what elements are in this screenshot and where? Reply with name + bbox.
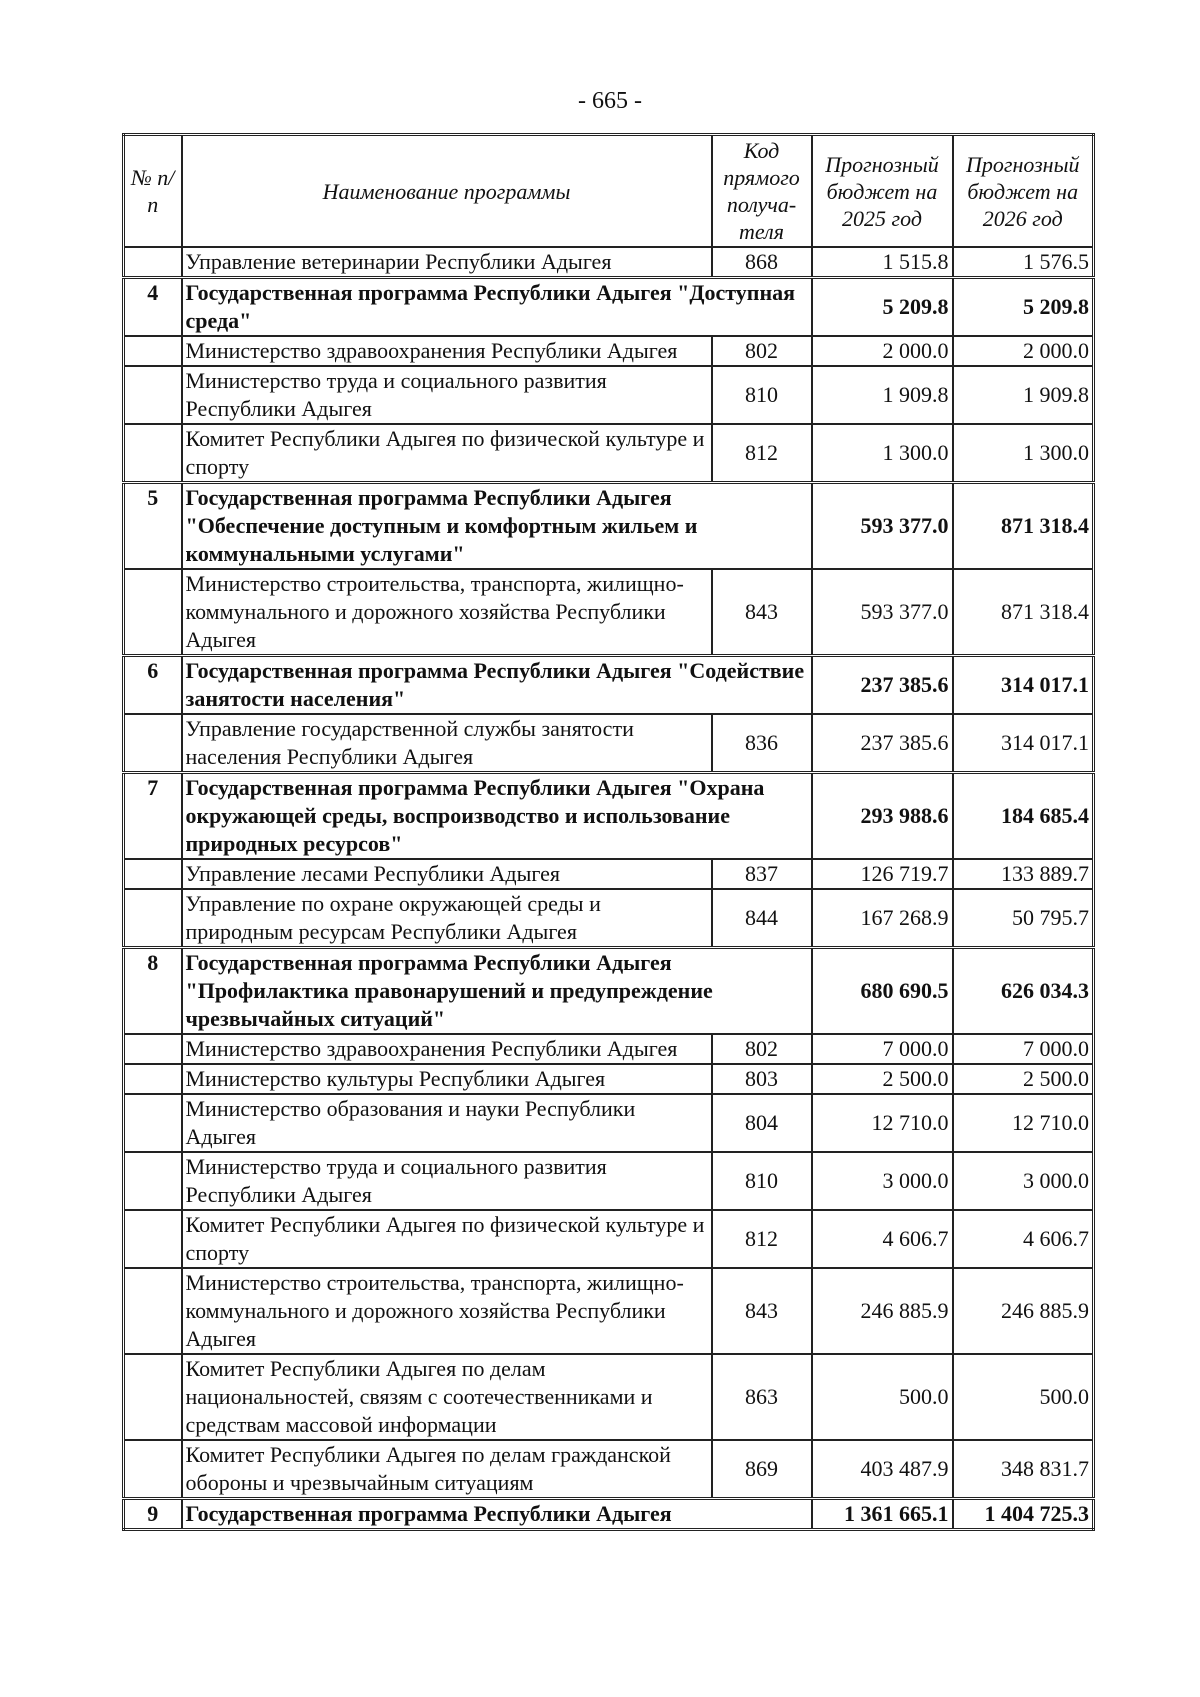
table-row bbox=[124, 859, 1094, 889]
recipient-name: Министерство образования и науки Республики Адыгея bbox=[182, 1094, 712, 1152]
budget-2026-value: 1 909.8 bbox=[953, 366, 1094, 424]
recipient-name: Управление лесами Республики Адыгея bbox=[182, 859, 712, 889]
budget-2025-value: 593 377.0 bbox=[812, 483, 953, 570]
header-budget-2025: Прогнозный бюджет на 2025 год bbox=[812, 135, 953, 248]
table-row bbox=[124, 1034, 1094, 1064]
recipient-code: 810 bbox=[712, 1152, 812, 1210]
recipient-code: 802 bbox=[712, 1034, 812, 1064]
row-number bbox=[124, 247, 182, 278]
row-number bbox=[124, 366, 182, 424]
program-row bbox=[124, 773, 1094, 860]
table-header-row bbox=[124, 135, 1094, 248]
recipient-name: Министерство строительства, транспорта, жилищно-коммунального и дорожного хозяйства Республики Адыгея bbox=[182, 569, 712, 656]
program-name: Государственная программа Республики Адыгея "Доступная среда" bbox=[182, 278, 812, 337]
table-row bbox=[124, 714, 1094, 773]
budget-2026-value: 2 500.0 bbox=[953, 1064, 1094, 1094]
recipient-name: Комитет Республики Адыгея по делам национальностей, связям с соотечественниками и средствам массовой информации bbox=[182, 1354, 712, 1440]
table-row bbox=[124, 1268, 1094, 1354]
budget-2026-value: 314 017.1 bbox=[953, 656, 1094, 715]
recipient-code: 844 bbox=[712, 889, 812, 948]
recipient-name: Управление по охране окружающей среды и природным ресурсам Республики Адыгея bbox=[182, 889, 712, 948]
budget-2025-value: 2 500.0 bbox=[812, 1064, 953, 1094]
budget-2025-value: 126 719.7 bbox=[812, 859, 953, 889]
row-number: 8 bbox=[124, 948, 182, 1035]
table-row bbox=[124, 889, 1094, 948]
table-row bbox=[124, 366, 1094, 424]
table-row bbox=[124, 1210, 1094, 1268]
budget-2026-value: 7 000.0 bbox=[953, 1034, 1094, 1064]
budget-2025-value: 246 885.9 bbox=[812, 1268, 953, 1354]
budget-2026-value: 246 885.9 bbox=[953, 1268, 1094, 1354]
budget-2026-value: 5 209.8 bbox=[953, 278, 1094, 337]
recipient-code: 868 bbox=[712, 247, 812, 278]
header-name: Наименование программы bbox=[182, 135, 712, 248]
recipient-name: Управление государственной службы занятости населения Республики Адыгея bbox=[182, 714, 712, 773]
header-code: Код прямого получа-теля bbox=[712, 135, 812, 248]
program-name: Государственная программа Республики Адыгея "Содействие занятости населения" bbox=[182, 656, 812, 715]
page-number: - 665 - bbox=[578, 88, 642, 114]
program-row bbox=[124, 1499, 1094, 1530]
program-name: Государственная программа Республики Адыгея "Охрана окружающей среды, воспроизводство и использование природных ресурсов" bbox=[182, 773, 812, 860]
budget-2026-value: 1 576.5 bbox=[953, 247, 1094, 278]
row-number bbox=[124, 889, 182, 948]
row-number bbox=[124, 1354, 182, 1440]
table-row bbox=[124, 1440, 1094, 1499]
budget-table bbox=[122, 133, 1095, 1531]
budget-2026-value: 871 318.4 bbox=[953, 569, 1094, 656]
recipient-name: Комитет Республики Адыгея по физической культуре и спорту bbox=[182, 424, 712, 483]
program-row bbox=[124, 656, 1094, 715]
budget-2026-value: 1 300.0 bbox=[953, 424, 1094, 483]
row-number: 6 bbox=[124, 656, 182, 715]
program-name: Государственная программа Республики Адыгея bbox=[182, 1499, 812, 1530]
program-name: Государственная программа Республики Адыгея "Профилактика правонарушений и предупреждение чрезвычайных ситуаций" bbox=[182, 948, 812, 1035]
row-number bbox=[124, 1440, 182, 1499]
table-row bbox=[124, 424, 1094, 483]
budget-2026-value: 2 000.0 bbox=[953, 336, 1094, 366]
budget-2025-value: 1 300.0 bbox=[812, 424, 953, 483]
budget-2025-value: 403 487.9 bbox=[812, 1440, 953, 1499]
row-number bbox=[124, 1064, 182, 1094]
budget-2025-value: 12 710.0 bbox=[812, 1094, 953, 1152]
row-number bbox=[124, 569, 182, 656]
table-row bbox=[124, 1064, 1094, 1094]
budget-2025-value: 1 515.8 bbox=[812, 247, 953, 278]
budget-2026-value: 12 710.0 bbox=[953, 1094, 1094, 1152]
budget-2025-value: 237 385.6 bbox=[812, 714, 953, 773]
budget-2026-value: 626 034.3 bbox=[953, 948, 1094, 1035]
recipient-code: 804 bbox=[712, 1094, 812, 1152]
row-number: 4 bbox=[124, 278, 182, 337]
recipient-name: Министерство здравоохранения Республики Адыгея bbox=[182, 336, 712, 366]
budget-2026-value: 133 889.7 bbox=[953, 859, 1094, 889]
row-number: 7 bbox=[124, 773, 182, 860]
table-row bbox=[124, 569, 1094, 656]
budget-2026-value: 50 795.7 bbox=[953, 889, 1094, 948]
budget-2025-value: 7 000.0 bbox=[812, 1034, 953, 1064]
recipient-code: 843 bbox=[712, 1268, 812, 1354]
recipient-code: 803 bbox=[712, 1064, 812, 1094]
table-row bbox=[124, 1354, 1094, 1440]
row-number bbox=[124, 1094, 182, 1152]
recipient-code: 869 bbox=[712, 1440, 812, 1499]
budget-2025-value: 500.0 bbox=[812, 1354, 953, 1440]
row-number bbox=[124, 1268, 182, 1354]
budget-2025-value: 3 000.0 bbox=[812, 1152, 953, 1210]
budget-2025-value: 237 385.6 bbox=[812, 656, 953, 715]
row-number bbox=[124, 859, 182, 889]
row-number bbox=[124, 424, 182, 483]
recipient-code: 802 bbox=[712, 336, 812, 366]
recipient-code: 837 bbox=[712, 859, 812, 889]
recipient-code: 843 bbox=[712, 569, 812, 656]
recipient-name: Комитет Республики Адыгея по физической культуре и спорту bbox=[182, 1210, 712, 1268]
program-row bbox=[124, 278, 1094, 337]
budget-2025-value: 5 209.8 bbox=[812, 278, 953, 337]
row-number bbox=[124, 336, 182, 366]
table-row bbox=[124, 336, 1094, 366]
budget-2026-value: 1 404 725.3 bbox=[953, 1499, 1094, 1530]
budget-2025-value: 4 606.7 bbox=[812, 1210, 953, 1268]
budget-2026-value: 184 685.4 bbox=[953, 773, 1094, 860]
budget-2026-value: 314 017.1 bbox=[953, 714, 1094, 773]
table-body bbox=[124, 247, 1094, 1530]
budget-2025-value: 680 690.5 bbox=[812, 948, 953, 1035]
recipient-code: 812 bbox=[712, 1210, 812, 1268]
budget-2026-value: 500.0 bbox=[953, 1354, 1094, 1440]
recipient-code: 812 bbox=[712, 424, 812, 483]
recipient-code: 863 bbox=[712, 1354, 812, 1440]
program-row bbox=[124, 948, 1094, 1035]
budget-2025-value: 1 361 665.1 bbox=[812, 1499, 953, 1530]
budget-2025-value: 593 377.0 bbox=[812, 569, 953, 656]
program-row bbox=[124, 483, 1094, 570]
row-number bbox=[124, 1210, 182, 1268]
budget-2025-value: 293 988.6 bbox=[812, 773, 953, 860]
program-name: Государственная программа Республики Адыгея "Обеспечение доступным и комфортным жильем и коммунальными услугами" bbox=[182, 483, 812, 570]
table-row bbox=[124, 247, 1094, 278]
row-number: 9 bbox=[124, 1499, 182, 1530]
budget-2026-value: 871 318.4 bbox=[953, 483, 1094, 570]
budget-2026-value: 348 831.7 bbox=[953, 1440, 1094, 1499]
recipient-name: Комитет Республики Адыгея по делам гражданской обороны и чрезвычайным ситуациям bbox=[182, 1440, 712, 1499]
row-number bbox=[124, 1152, 182, 1210]
recipient-name: Министерство культуры Республики Адыгея bbox=[182, 1064, 712, 1094]
recipient-name: Министерство труда и социального развития Республики Адыгея bbox=[182, 366, 712, 424]
recipient-code: 810 bbox=[712, 366, 812, 424]
table-row bbox=[124, 1152, 1094, 1210]
recipient-name: Министерство труда и социального развития Республики Адыгея bbox=[182, 1152, 712, 1210]
table-row bbox=[124, 1094, 1094, 1152]
budget-2025-value: 167 268.9 bbox=[812, 889, 953, 948]
budget-2026-value: 4 606.7 bbox=[953, 1210, 1094, 1268]
header-budget-2026: Прогнозный бюджет на 2026 год bbox=[953, 135, 1094, 248]
budget-2025-value: 2 000.0 bbox=[812, 336, 953, 366]
recipient-name: Министерство здравоохранения Республики Адыгея bbox=[182, 1034, 712, 1064]
budget-2026-value: 3 000.0 bbox=[953, 1152, 1094, 1210]
recipient-name: Управление ветеринарии Республики Адыгея bbox=[182, 247, 712, 278]
budget-2025-value: 1 909.8 bbox=[812, 366, 953, 424]
row-number bbox=[124, 714, 182, 773]
row-number: 5 bbox=[124, 483, 182, 570]
recipient-code: 836 bbox=[712, 714, 812, 773]
header-num: № п/п bbox=[124, 135, 182, 248]
recipient-name: Министерство строительства, транспорта, жилищно-коммунального и дорожного хозяйства Республики Адыгея bbox=[182, 1268, 712, 1354]
row-number bbox=[124, 1034, 182, 1064]
